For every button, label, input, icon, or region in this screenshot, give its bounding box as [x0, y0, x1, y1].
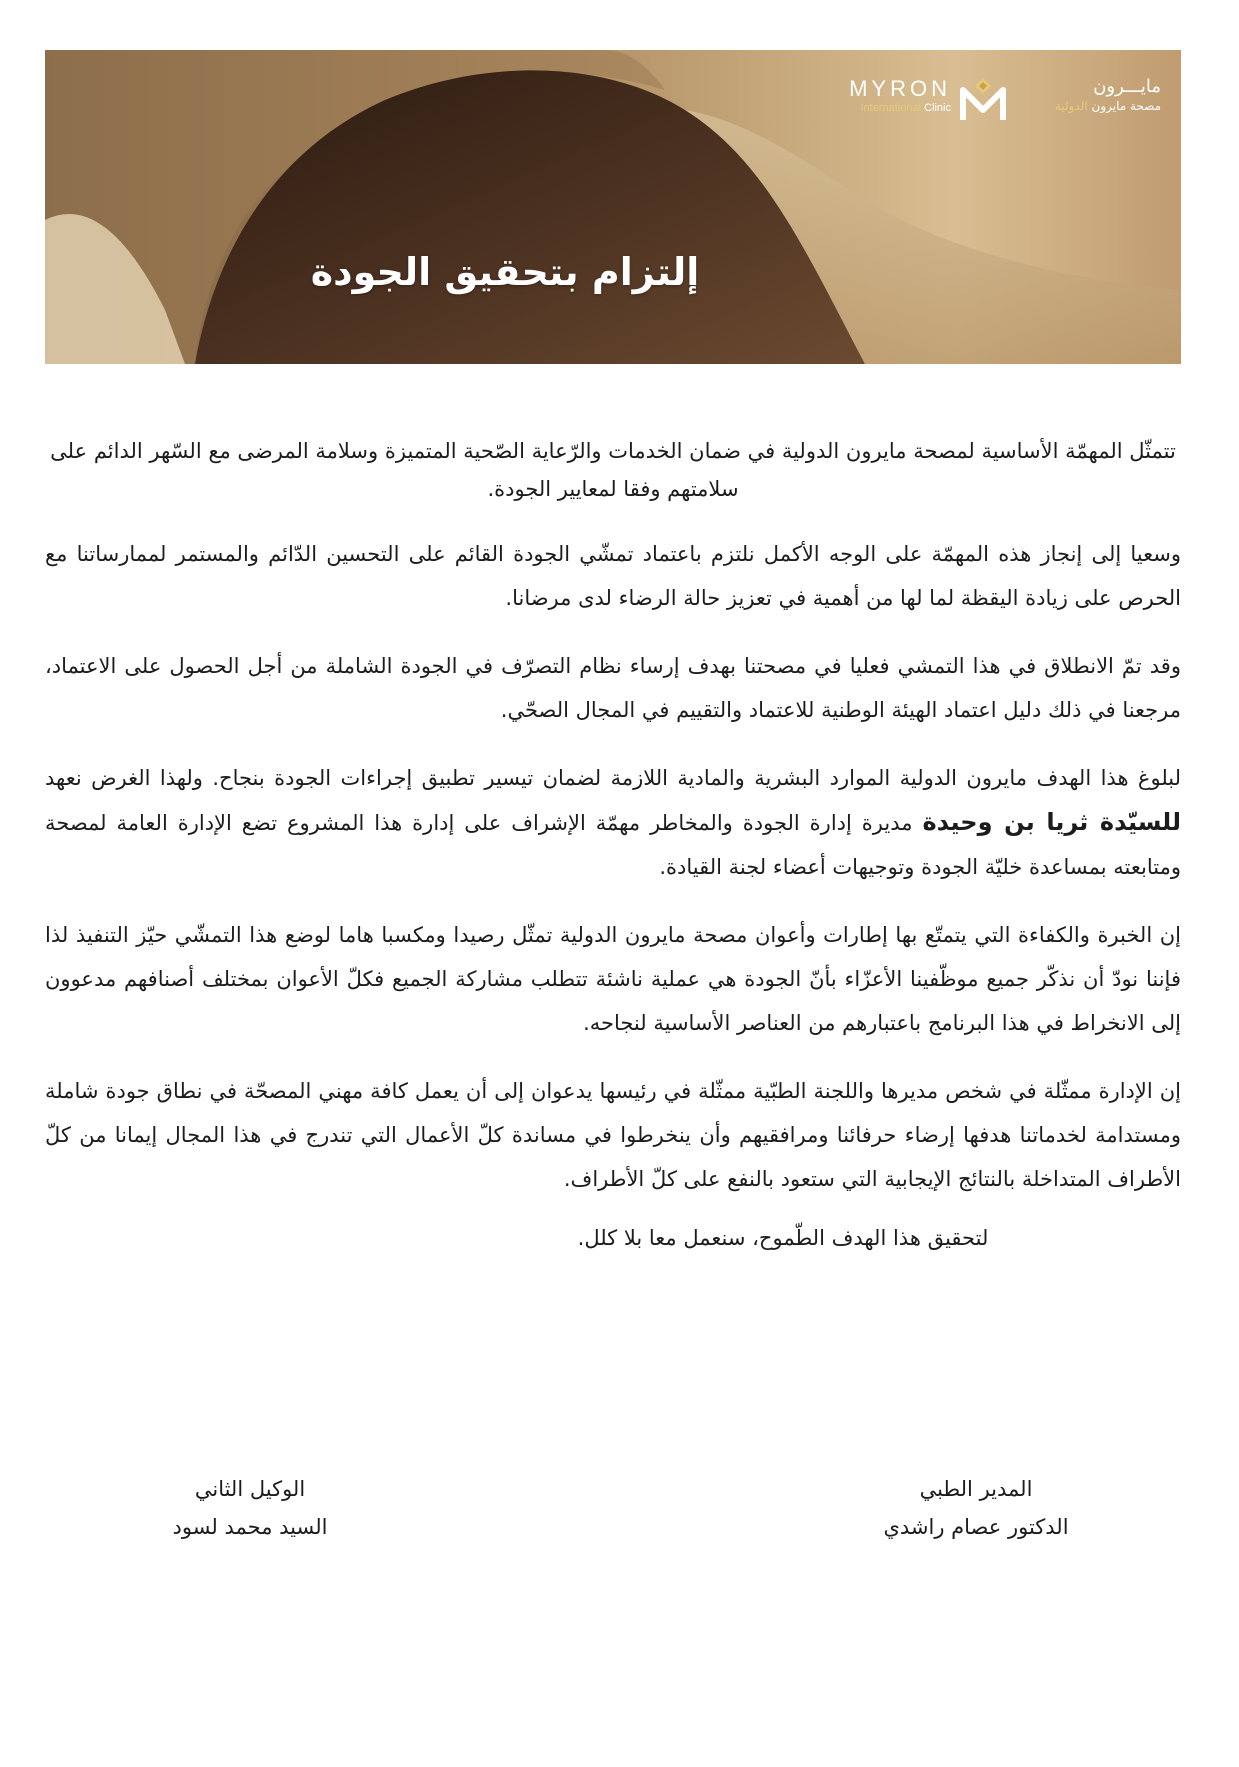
paragraph-3-start: لبلوغ هذا الهدف مايرون الدولية الموارد البشرية والمادية اللازمة لضمان تيسير تطبيق إجراءات الجودة بنجاح. ولهذا الغرض نعهد: [45, 766, 1181, 790]
signature-role: الوكيل الثاني: [194, 1477, 306, 1501]
logo-latin-text: [811, 76, 951, 114]
signature-medical-director: [846, 1470, 1106, 1546]
signature-block: [45, 1470, 1181, 1560]
logo-latin-sub-1: International: [860, 102, 922, 114]
intro-paragraph: تتمثّل المهمّة الأساسية لمصحة مايرون الدولية في ضمان الخدمات والرّعاية الصّحية المتميزة وسلامة المرضى مع السّهر الدائم على سلامتهم وفقا لمعايير الجودة.: [50, 439, 1176, 501]
logo-latin-name: MYRON: [849, 76, 951, 101]
paragraph-4: إن الخبرة والكفاءة التي يتمتّع بها إطارات وأعوان مصحة مايرون الدولية تمثّل رصيدا ومكسبا هاما لوضع هذا التمشّي حيّز التنفيذ لذا فإننا نودّ أن نذكّر جميع موظّفينا الأعزّاء بأنّ الجودة هي عملية ناشئة تتطلب مشاركة الجميع فكلّ الأعوان بمختلف أصنافهم مدعوون إلى الانخراط في هذا البرنامج باعتبارهم من العناصر الأساسية لنجاحه.: [45, 923, 1181, 1035]
quality-director-name: للسيّدة ثريا بن وحيدة: [922, 808, 1181, 836]
paragraph-1: وسعيا إلى إنجاز هذه المهمّة على الوجه الأكمل نلتزم باعتماد تمشّي الجودة القائم على التحسين الدّائم والمستمر لممارساتنا مع الحرص على زيادة اليقظة لما لها من أهمية في تعزيز حالة الرضاء لدى مرضانا.: [45, 542, 1181, 610]
signature-role: المدير الطبي: [919, 1477, 1033, 1501]
signature-name: الدكتور عصام راشدي: [883, 1515, 1069, 1539]
logo-arabic-name: مايـــرون: [1093, 76, 1161, 97]
letter-body: [45, 432, 1181, 1255]
signature-name: السيد محمد لسود: [172, 1515, 328, 1539]
logo-arabic-sub: [1021, 99, 1161, 113]
paragraph-3-end: مديرة إدارة الجودة والمخاطر مهمّة الإشراف على إدارة هذا المشروع تضع الإدارة العامة لمصحة ومتابعته بمساعدة خليّة الجودة وتوجيهات أعضاء لجنة القيادة.: [45, 811, 1181, 879]
clinic-logo: [811, 76, 1161, 136]
banner-title: إلتزام بتحقيق الجودة: [310, 250, 700, 294]
logo-arabic-text: [1021, 76, 1161, 113]
signature-second-agent: [120, 1470, 380, 1546]
logo-arabic-sub-2: الدولية: [1054, 99, 1088, 113]
logo-m-emblem-icon: [959, 76, 1007, 122]
paragraph-5: إن الإدارة ممثّلة في شخص مديرها واللجنة الطبّية ممثّلة في رئيسها يدعوان إلى أن يعمل كافة مهني المصحّة في نطاق جودة شاملة ومستدامة لخدماتنا هدفها إرضاء حرفائنا ومرافقيهم وأن ينخرطوا في مساندة كلّ الأعمال التي تندرج في هذا المجال إيمانا من كلّ الأطراف المتداخلة بالنتائج الإيجابية التي ستعود بالنفع على كلّ الأطراف.: [45, 1079, 1181, 1191]
closing-line: لتحقيق هذا الهدف الطّموح، سنعمل معا بلا كلل.: [577, 1226, 989, 1250]
logo-latin-sub-2: Clinic: [924, 102, 951, 114]
logo-arabic-sub-1: مصحة مايرون: [1091, 99, 1161, 113]
paragraph-2: وقد تمّ الانطلاق في هذا التمشي فعليا في مصحتنا بهدف إرساء نظام التصرّف في الجودة الشاملة من أجل الحصول على الاعتماد، مرجعنا في ذلك دليل اعتماد الهيئة الوطنية للاعتماد والتقييم في المجال الصحّي.: [45, 654, 1181, 722]
header-banner: [45, 50, 1181, 364]
logo-latin-sub: [811, 102, 951, 114]
paragraph-3: [45, 756, 1181, 889]
